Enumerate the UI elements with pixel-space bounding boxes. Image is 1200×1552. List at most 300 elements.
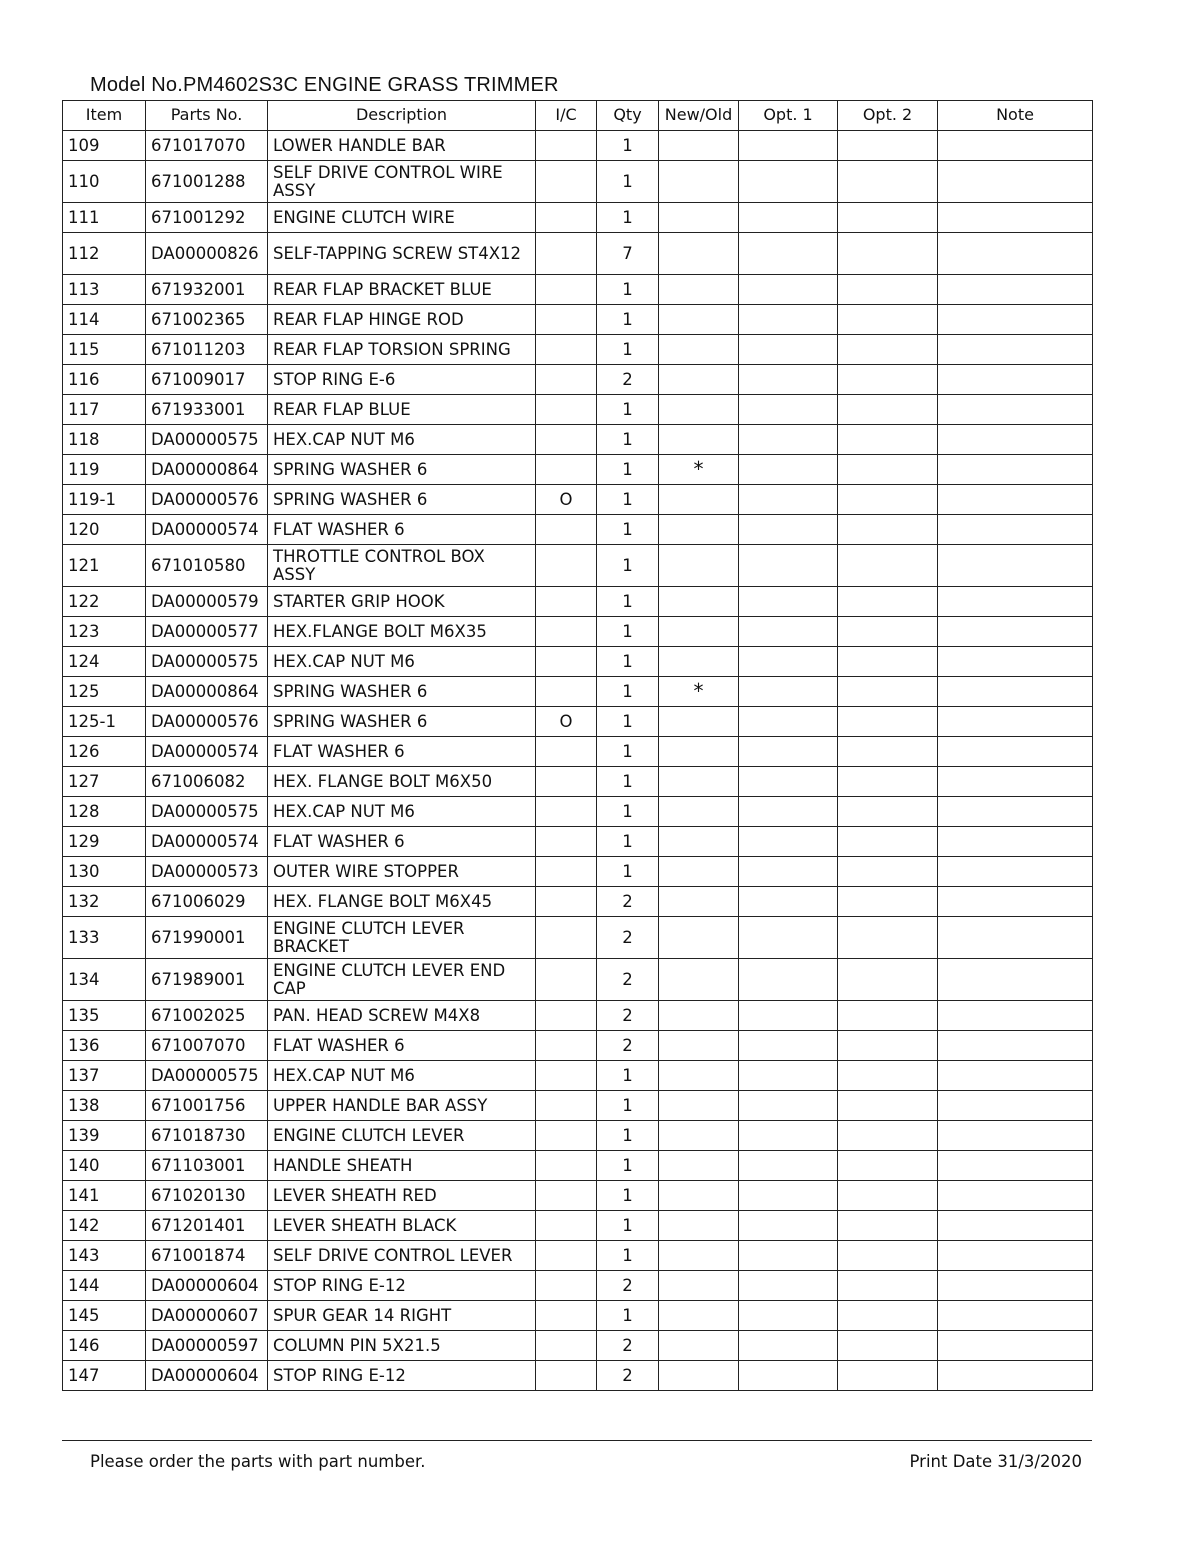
opt2-cell [838, 917, 938, 959]
opt2-cell [838, 485, 938, 515]
opt1-cell [739, 545, 838, 587]
description-cell: SPRING WASHER 6 [268, 455, 536, 485]
ic-cell [536, 455, 597, 485]
opt1-cell [739, 1151, 838, 1181]
note-cell [938, 1061, 1093, 1091]
new-old-cell [659, 707, 739, 737]
note-cell [938, 305, 1093, 335]
table-row [63, 1151, 1093, 1181]
opt2-cell [838, 1121, 938, 1151]
opt2-cell [838, 647, 938, 677]
new-old-cell [659, 1361, 739, 1391]
ic-cell [536, 737, 597, 767]
note-cell [938, 1301, 1093, 1331]
table-row [63, 1211, 1093, 1241]
opt2-cell [838, 425, 938, 455]
description-cell: SELF DRIVE CONTROL WIRE ASSY [268, 161, 536, 203]
parts-no-cell: 671201401 [146, 1211, 268, 1241]
opt2-cell [838, 161, 938, 203]
note-cell [938, 617, 1093, 647]
qty-cell: 1 [597, 1121, 659, 1151]
opt2-cell [838, 1331, 938, 1361]
note-cell [938, 1271, 1093, 1301]
opt1-cell [739, 1091, 838, 1121]
note-cell [938, 1151, 1093, 1181]
note-cell [938, 737, 1093, 767]
description-cell: HEX.CAP NUT M6 [268, 797, 536, 827]
note-cell [938, 959, 1093, 1001]
qty-cell: 2 [597, 1331, 659, 1361]
opt2-cell [838, 1301, 938, 1331]
opt2-cell [838, 365, 938, 395]
note-cell [938, 797, 1093, 827]
opt1-cell [739, 1181, 838, 1211]
ic-cell [536, 647, 597, 677]
table-row [63, 203, 1093, 233]
note-cell [938, 233, 1093, 275]
qty-cell: 1 [597, 1211, 659, 1241]
opt1-cell [739, 275, 838, 305]
note-cell [938, 365, 1093, 395]
parts-no-cell: DA00000575 [146, 647, 268, 677]
new-old-cell [659, 1031, 739, 1061]
description-cell: REAR FLAP TORSION SPRING [268, 335, 536, 365]
qty-cell: 1 [597, 131, 659, 161]
new-old-cell [659, 515, 739, 545]
qty-cell: 2 [597, 887, 659, 917]
qty-cell: 1 [597, 737, 659, 767]
opt2-cell [838, 1001, 938, 1031]
new-old-cell [659, 1091, 739, 1121]
table-row [63, 425, 1093, 455]
new-old-cell [659, 1241, 739, 1271]
ic-cell [536, 203, 597, 233]
parts-no-cell: 671020130 [146, 1181, 268, 1211]
qty-cell: 1 [597, 1091, 659, 1121]
ic-cell [536, 857, 597, 887]
item-cell: 135 [63, 1001, 146, 1031]
ic-cell [536, 1031, 597, 1061]
parts-no-cell: DA00000597 [146, 1331, 268, 1361]
ic-cell [536, 131, 597, 161]
opt1-cell [739, 827, 838, 857]
item-cell: 146 [63, 1331, 146, 1361]
opt1-cell [739, 305, 838, 335]
item-cell: 127 [63, 767, 146, 797]
table-row [63, 455, 1093, 485]
qty-cell: 2 [597, 1361, 659, 1391]
item-cell: 115 [63, 335, 146, 365]
note-cell [938, 515, 1093, 545]
new-old-cell [659, 305, 739, 335]
table-row [63, 1031, 1093, 1061]
ic-cell [536, 1001, 597, 1031]
opt2-cell [838, 233, 938, 275]
item-cell: 111 [63, 203, 146, 233]
parts-no-cell: 671010580 [146, 545, 268, 587]
new-old-cell [659, 587, 739, 617]
print-date: Print Date 31/3/2020 [909, 1452, 1082, 1471]
new-old-cell [659, 365, 739, 395]
new-old-cell: * [659, 677, 739, 707]
note-cell [938, 1121, 1093, 1151]
new-old-cell [659, 1001, 739, 1031]
item-cell: 109 [63, 131, 146, 161]
table-row [63, 647, 1093, 677]
opt1-cell [739, 857, 838, 887]
new-old-cell [659, 485, 739, 515]
opt1-cell [739, 887, 838, 917]
header-item: Item [63, 101, 146, 131]
header-parts-no: Parts No. [146, 101, 268, 131]
parts-no-cell: 671932001 [146, 275, 268, 305]
table-row [63, 305, 1093, 335]
description-cell: HEX. FLANGE BOLT M6X45 [268, 887, 536, 917]
parts-no-cell: DA00000573 [146, 857, 268, 887]
opt1-cell [739, 1361, 838, 1391]
opt2-cell [838, 1211, 938, 1241]
opt2-cell [838, 587, 938, 617]
opt1-cell [739, 1121, 838, 1151]
description-cell: FLAT WASHER 6 [268, 515, 536, 545]
description-cell: REAR FLAP BRACKET BLUE [268, 275, 536, 305]
ic-cell [536, 305, 597, 335]
table-row [63, 515, 1093, 545]
table-row [63, 797, 1093, 827]
table-row [63, 1361, 1093, 1391]
opt1-cell [739, 365, 838, 395]
description-cell: ENGINE CLUTCH WIRE [268, 203, 536, 233]
note-cell [938, 1001, 1093, 1031]
opt2-cell [838, 395, 938, 425]
ic-cell [536, 1181, 597, 1211]
table-row [63, 233, 1093, 275]
opt2-cell [838, 617, 938, 647]
note-cell [938, 707, 1093, 737]
description-cell: SPUR GEAR 14 RIGHT [268, 1301, 536, 1331]
parts-no-cell: 671006029 [146, 887, 268, 917]
description-cell: REAR FLAP HINGE ROD [268, 305, 536, 335]
qty-cell: 1 [597, 647, 659, 677]
table-row [63, 545, 1093, 587]
opt1-cell [739, 647, 838, 677]
new-old-cell [659, 233, 739, 275]
table-row [63, 161, 1093, 203]
parts-no-cell: 671002365 [146, 305, 268, 335]
note-cell [938, 545, 1093, 587]
header-note: Note [938, 101, 1093, 131]
opt2-cell [838, 1151, 938, 1181]
description-cell: SELF-TAPPING SCREW ST4X12 [268, 233, 536, 275]
note-cell [938, 395, 1093, 425]
header-description: Description [268, 101, 536, 131]
note-cell [938, 1031, 1093, 1061]
opt2-cell [838, 1061, 938, 1091]
ic-cell [536, 587, 597, 617]
new-old-cell [659, 827, 739, 857]
opt2-cell [838, 515, 938, 545]
new-old-cell [659, 737, 739, 767]
parts-no-cell: 671002025 [146, 1001, 268, 1031]
opt1-cell [739, 161, 838, 203]
table-row [63, 485, 1093, 515]
new-old-cell [659, 959, 739, 1001]
qty-cell: 2 [597, 365, 659, 395]
note-cell [938, 161, 1093, 203]
description-cell: PAN. HEAD SCREW M4X8 [268, 1001, 536, 1031]
description-cell: STOP RING E-12 [268, 1271, 536, 1301]
item-cell: 136 [63, 1031, 146, 1061]
parts-no-cell: 671006082 [146, 767, 268, 797]
parts-no-cell: DA00000576 [146, 485, 268, 515]
description-cell: FLAT WASHER 6 [268, 1031, 536, 1061]
table-row [63, 1121, 1093, 1151]
ic-cell [536, 1121, 597, 1151]
description-cell: THROTTLE CONTROL BOX ASSY [268, 545, 536, 587]
parts-no-cell: DA00000864 [146, 677, 268, 707]
qty-cell: 2 [597, 1271, 659, 1301]
opt2-cell [838, 1091, 938, 1121]
opt1-cell [739, 203, 838, 233]
ic-cell [536, 365, 597, 395]
table-row [63, 131, 1093, 161]
description-cell: COLUMN PIN 5X21.5 [268, 1331, 536, 1361]
new-old-cell [659, 1331, 739, 1361]
table-row [63, 275, 1093, 305]
opt2-cell [838, 1271, 938, 1301]
opt2-cell [838, 959, 938, 1001]
parts-no-cell: 671989001 [146, 959, 268, 1001]
ic-cell [536, 1091, 597, 1121]
table-row [63, 677, 1093, 707]
note-cell [938, 1241, 1093, 1271]
description-cell: REAR FLAP BLUE [268, 395, 536, 425]
item-cell: 143 [63, 1241, 146, 1271]
qty-cell: 1 [597, 1061, 659, 1091]
header-opt2: Opt. 2 [838, 101, 938, 131]
note-cell [938, 425, 1093, 455]
parts-no-cell: 671933001 [146, 395, 268, 425]
ic-cell [536, 1361, 597, 1391]
opt2-cell [838, 737, 938, 767]
opt1-cell [739, 1001, 838, 1031]
table-row [63, 1301, 1093, 1331]
opt2-cell [838, 455, 938, 485]
qty-cell: 1 [597, 395, 659, 425]
opt1-cell [739, 455, 838, 485]
description-cell: HEX.CAP NUT M6 [268, 425, 536, 455]
table-row [63, 887, 1093, 917]
item-cell: 119 [63, 455, 146, 485]
qty-cell: 1 [597, 305, 659, 335]
description-cell: ENGINE CLUTCH LEVER BRACKET [268, 917, 536, 959]
new-old-cell [659, 203, 739, 233]
new-old-cell [659, 1151, 739, 1181]
qty-cell: 2 [597, 1001, 659, 1031]
note-cell [938, 131, 1093, 161]
opt1-cell [739, 485, 838, 515]
note-cell [938, 857, 1093, 887]
note-cell [938, 677, 1093, 707]
opt1-cell [739, 959, 838, 1001]
new-old-cell [659, 617, 739, 647]
new-old-cell [659, 545, 739, 587]
description-cell: SPRING WASHER 6 [268, 485, 536, 515]
table-row [63, 857, 1093, 887]
description-cell: ENGINE CLUTCH LEVER [268, 1121, 536, 1151]
description-cell: SPRING WASHER 6 [268, 677, 536, 707]
ic-cell: O [536, 707, 597, 737]
ic-cell [536, 797, 597, 827]
parts-table-body [63, 131, 1093, 1391]
opt2-cell [838, 545, 938, 587]
parts-no-cell: 671001756 [146, 1091, 268, 1121]
item-cell: 113 [63, 275, 146, 305]
item-cell: 121 [63, 545, 146, 587]
item-cell: 120 [63, 515, 146, 545]
qty-cell: 1 [597, 161, 659, 203]
opt2-cell [838, 275, 938, 305]
opt2-cell [838, 767, 938, 797]
table-row [63, 1181, 1093, 1211]
ic-cell: O [536, 485, 597, 515]
parts-no-cell: 671017070 [146, 131, 268, 161]
note-cell [938, 1361, 1093, 1391]
item-cell: 125-1 [63, 707, 146, 737]
ic-cell [536, 1241, 597, 1271]
parts-no-cell: 671001874 [146, 1241, 268, 1271]
description-cell: LEVER SHEATH RED [268, 1181, 536, 1211]
description-cell: HEX.FLANGE BOLT M6X35 [268, 617, 536, 647]
item-cell: 118 [63, 425, 146, 455]
opt2-cell [838, 1241, 938, 1271]
table-row [63, 917, 1093, 959]
qty-cell: 1 [597, 545, 659, 587]
note-cell [938, 827, 1093, 857]
new-old-cell [659, 131, 739, 161]
qty-cell: 1 [597, 455, 659, 485]
parts-no-cell: DA00000575 [146, 1061, 268, 1091]
note-cell [938, 887, 1093, 917]
item-cell: 123 [63, 617, 146, 647]
ic-cell [536, 545, 597, 587]
qty-cell: 1 [597, 425, 659, 455]
opt1-cell [739, 1061, 838, 1091]
ic-cell [536, 887, 597, 917]
item-cell: 140 [63, 1151, 146, 1181]
opt1-cell [739, 335, 838, 365]
ic-cell [536, 275, 597, 305]
table-row [63, 1001, 1093, 1031]
parts-no-cell: 671001288 [146, 161, 268, 203]
item-cell: 116 [63, 365, 146, 395]
new-old-cell [659, 1301, 739, 1331]
description-cell: HEX. FLANGE BOLT M6X50 [268, 767, 536, 797]
new-old-cell [659, 767, 739, 797]
opt1-cell [739, 1301, 838, 1331]
ic-cell [536, 425, 597, 455]
parts-no-cell: DA00000577 [146, 617, 268, 647]
item-cell: 142 [63, 1211, 146, 1241]
new-old-cell [659, 335, 739, 365]
item-cell: 110 [63, 161, 146, 203]
description-cell: HANDLE SHEATH [268, 1151, 536, 1181]
header-opt1: Opt. 1 [739, 101, 838, 131]
parts-no-cell: DA00000576 [146, 707, 268, 737]
parts-no-cell: DA00000574 [146, 827, 268, 857]
qty-cell: 1 [597, 275, 659, 305]
header-qty: Qty [597, 101, 659, 131]
new-old-cell [659, 1211, 739, 1241]
table-row [63, 335, 1093, 365]
description-cell: LEVER SHEATH BLACK [268, 1211, 536, 1241]
table-row [63, 617, 1093, 647]
new-old-cell [659, 1121, 739, 1151]
ic-cell [536, 827, 597, 857]
opt1-cell [739, 1211, 838, 1241]
ic-cell [536, 233, 597, 275]
qty-cell: 1 [597, 707, 659, 737]
description-cell: OUTER WIRE STOPPER [268, 857, 536, 887]
new-old-cell [659, 647, 739, 677]
opt1-cell [739, 617, 838, 647]
parts-no-cell: 671009017 [146, 365, 268, 395]
opt2-cell [838, 797, 938, 827]
parts-no-cell: 671011203 [146, 335, 268, 365]
qty-cell: 1 [597, 857, 659, 887]
item-cell: 122 [63, 587, 146, 617]
parts-no-cell: DA00000604 [146, 1271, 268, 1301]
opt2-cell [838, 677, 938, 707]
description-cell: UPPER HANDLE BAR ASSY [268, 1091, 536, 1121]
table-row [63, 395, 1093, 425]
qty-cell: 1 [597, 1151, 659, 1181]
note-cell [938, 1211, 1093, 1241]
item-cell: 134 [63, 959, 146, 1001]
item-cell: 138 [63, 1091, 146, 1121]
item-cell: 129 [63, 827, 146, 857]
note-cell [938, 1091, 1093, 1121]
opt1-cell [739, 767, 838, 797]
header-ic: I/C [536, 101, 597, 131]
qty-cell: 1 [597, 1301, 659, 1331]
parts-no-cell: DA00000604 [146, 1361, 268, 1391]
opt2-cell [838, 1361, 938, 1391]
note-cell [938, 275, 1093, 305]
ic-cell [536, 1301, 597, 1331]
qty-cell: 1 [597, 827, 659, 857]
table-row [63, 1241, 1093, 1271]
new-old-cell [659, 275, 739, 305]
opt1-cell [739, 515, 838, 545]
item-cell: 117 [63, 395, 146, 425]
item-cell: 147 [63, 1361, 146, 1391]
description-cell: STOP RING E-12 [268, 1361, 536, 1391]
new-old-cell [659, 1181, 739, 1211]
page-title: Model No.PM4602S3C ENGINE GRASS TRIMMER [90, 74, 559, 96]
opt2-cell [838, 203, 938, 233]
opt1-cell [739, 1031, 838, 1061]
opt2-cell [838, 857, 938, 887]
opt1-cell [739, 1271, 838, 1301]
new-old-cell [659, 797, 739, 827]
parts-no-cell: DA00000575 [146, 425, 268, 455]
item-cell: 145 [63, 1301, 146, 1331]
parts-no-cell: 671007070 [146, 1031, 268, 1061]
qty-cell: 1 [597, 1181, 659, 1211]
new-old-cell: * [659, 455, 739, 485]
item-cell: 132 [63, 887, 146, 917]
